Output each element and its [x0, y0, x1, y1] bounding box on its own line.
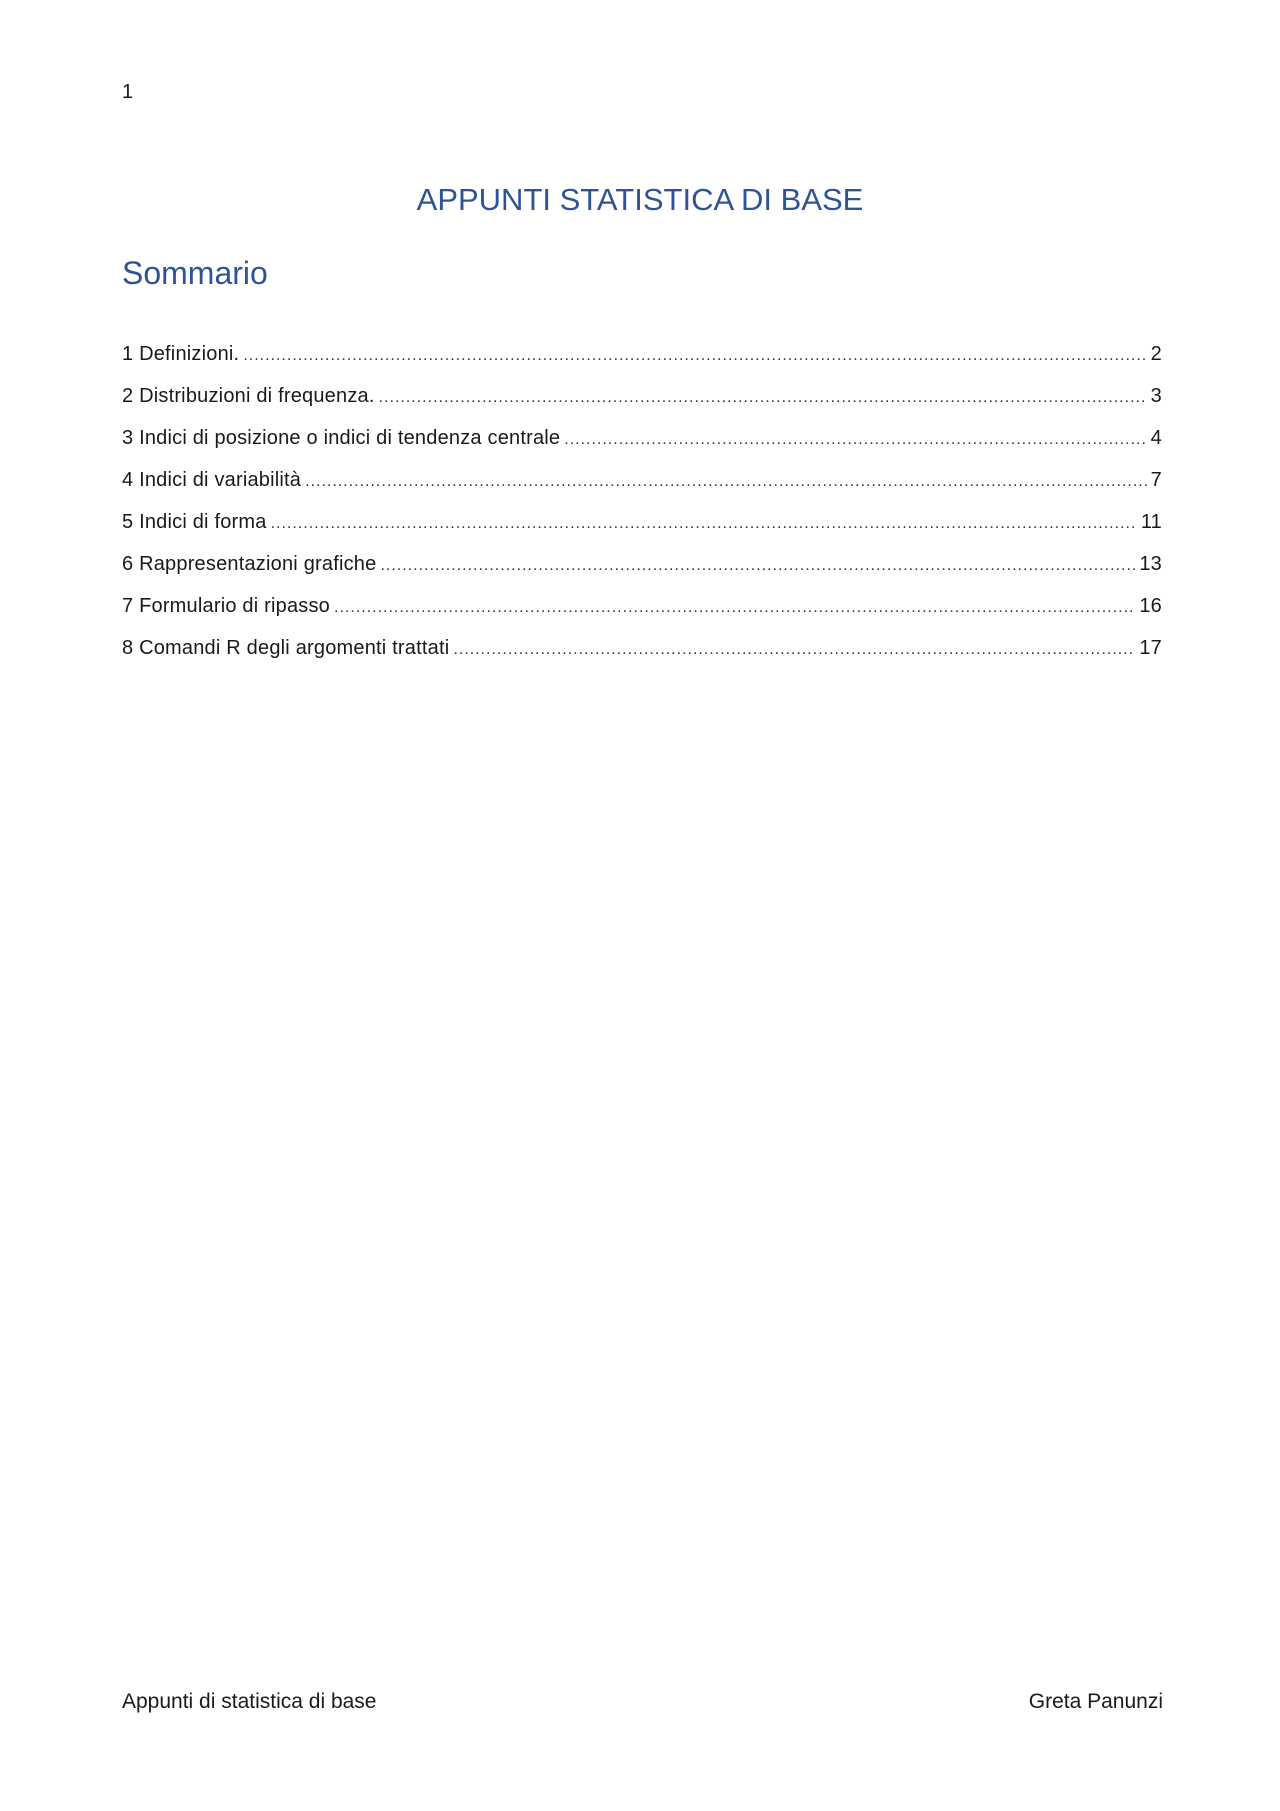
toc-dot-leader — [453, 635, 1135, 665]
toc-dot-leader — [271, 509, 1137, 539]
toc-entry-page: 17 — [1139, 637, 1162, 659]
toc-entry-3[interactable] — [122, 423, 1162, 465]
toc-entry-1[interactable] — [122, 339, 1162, 381]
toc-dot-leader — [380, 551, 1135, 581]
toc-dot-leader — [243, 341, 1146, 371]
toc-entry-8[interactable] — [122, 633, 1162, 675]
toc-dot-leader — [305, 467, 1147, 497]
footer-document-name: Appunti di statistica di base — [122, 1690, 377, 1713]
toc-entry-label: 3 Indici di posizione o indici di tendenza centrale — [122, 427, 561, 449]
toc-entry-page: 4 — [1150, 427, 1162, 449]
toc-entry-label: 5 Indici di forma — [122, 511, 267, 533]
toc-dot-leader — [379, 383, 1147, 413]
toc-entry-page: 13 — [1139, 553, 1162, 575]
toc-dot-leader — [334, 593, 1135, 623]
document-title: APPUNTI STATISTICA DI BASE — [416, 182, 864, 217]
toc-entry-4[interactable] — [122, 465, 1162, 507]
toc-entry-label: 1 Definizioni. — [122, 343, 240, 365]
footer-author: Greta Panunzi — [1028, 1690, 1163, 1713]
toc-entry-label: 6 Rappresentazioni grafiche — [122, 553, 377, 575]
toc-entry-2[interactable] — [122, 381, 1162, 423]
toc-entry-7[interactable] — [122, 591, 1162, 633]
toc-entry-page: 11 — [1140, 511, 1162, 533]
table-of-contents — [122, 339, 1162, 675]
toc-entry-label: 7 Formulario di ripasso — [122, 595, 331, 617]
toc-entry-page: 3 — [1150, 385, 1162, 407]
toc-entry-label: 8 Comandi R degli argomenti trattati — [122, 637, 450, 659]
toc-dot-leader — [564, 425, 1146, 455]
toc-entry-6[interactable] — [122, 549, 1162, 591]
toc-entry-label: 2 Distribuzioni di frequenza. — [122, 385, 375, 407]
page-number: 1 — [122, 81, 134, 103]
toc-entry-page: 7 — [1150, 469, 1162, 491]
toc-entry-label: 4 Indici di variabilità — [122, 469, 302, 491]
toc-entry-page: 16 — [1139, 595, 1162, 617]
toc-entry-5[interactable] — [122, 507, 1162, 549]
toc-heading: Sommario — [122, 255, 268, 291]
toc-entry-page: 2 — [1150, 343, 1162, 365]
